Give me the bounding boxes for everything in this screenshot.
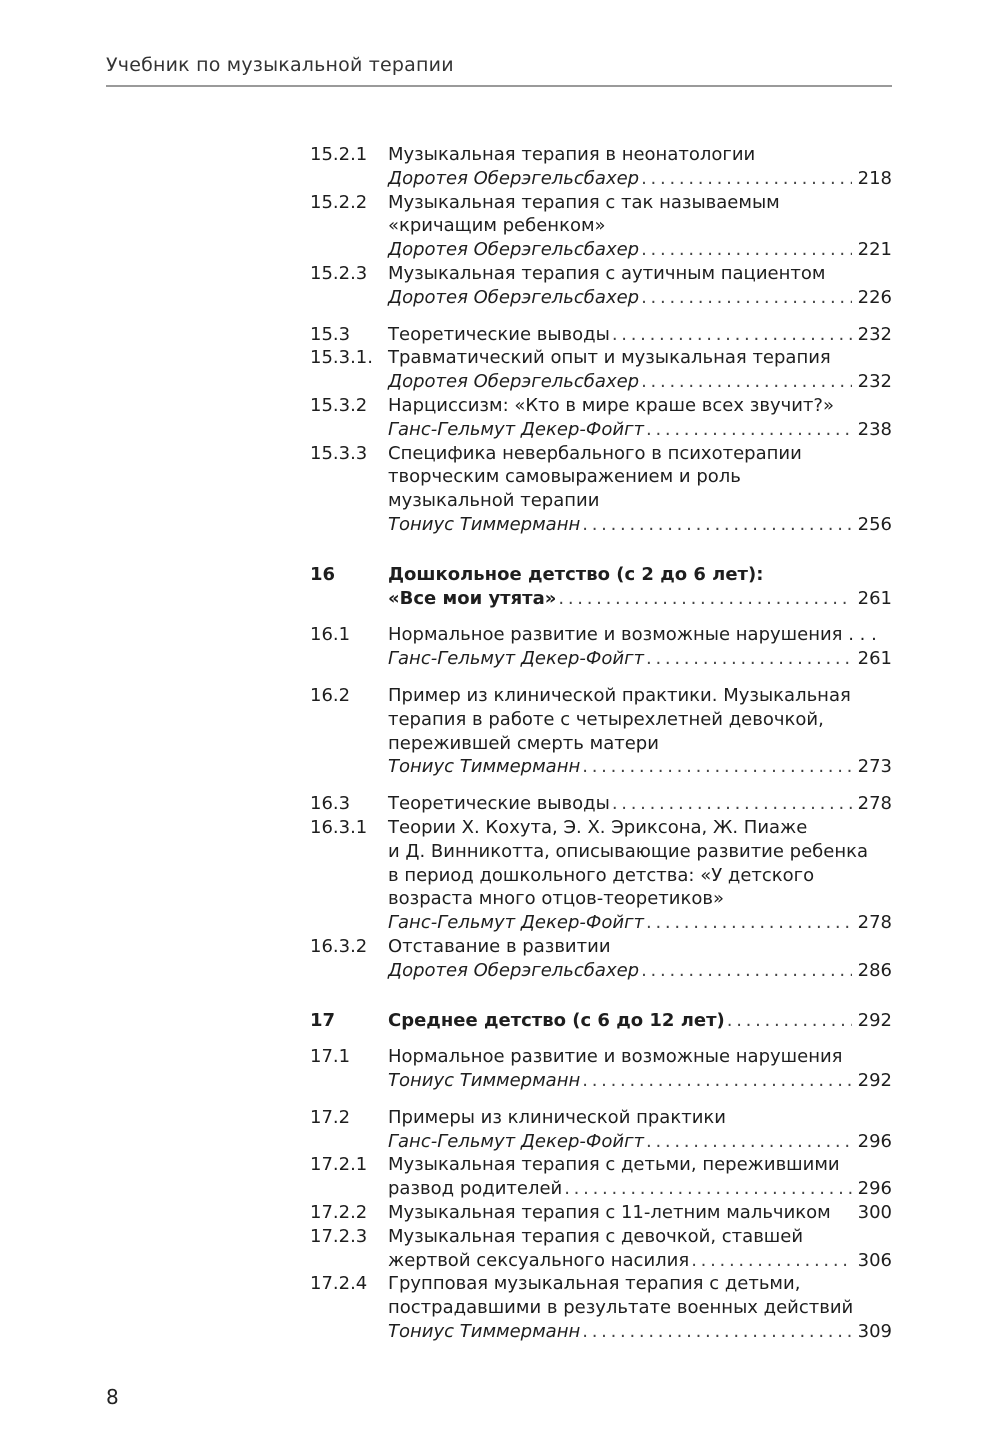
toc-entry-body (388, 394, 892, 442)
toc-entry-author: Ганс-Гельмут Декер-Фойгт (388, 1130, 645, 1152)
toc-page-number: 278 (857, 912, 892, 934)
toc-entry-body (388, 323, 892, 347)
toc-entry-title-line: Нормальное развитие и возможные нарушения . . . (388, 624, 877, 646)
dot-leader (727, 1009, 852, 1033)
toc-page-number: 218 (857, 167, 892, 189)
dot-leader (582, 755, 852, 779)
toc-entry[interactable] (310, 1009, 892, 1033)
toc-entry[interactable] (310, 442, 892, 537)
toc-entry-title-line: Среднее детство (с 6 до 12 лет) (388, 1009, 725, 1031)
toc-entry-title-line: Травматический опыт и музыкальная терапия (388, 347, 831, 369)
toc-entry-title-line: в период дошкольного детства: «У детского (388, 864, 815, 886)
toc-page-number: 296 (857, 1178, 892, 1200)
toc-page-number: 278 (857, 793, 892, 815)
toc-entry-title-line: Музыкальная терапия с так называемым (388, 191, 780, 213)
toc-entry-body (388, 442, 892, 537)
toc-page-number: 226 (857, 286, 892, 308)
toc-entry-number: 16.3.2 (310, 935, 368, 957)
toc-entry-title-line: Музыкальная терапия с детьми, пережившими (388, 1154, 840, 1176)
toc-entry-title-line: терапия в работе с четырехлетней девочкой, (388, 708, 824, 730)
table-of-contents (310, 143, 892, 1344)
toc-entry-number: 17.1 (310, 1046, 351, 1068)
toc-page-number: 296 (857, 1130, 892, 1152)
toc-entry[interactable] (310, 1106, 892, 1154)
toc-entry-number: 17.2 (310, 1106, 351, 1128)
toc-entry-title-line: Теории Х. Кохута, Э. Х. Эриксона, Ж. Пиаже (388, 816, 808, 838)
toc-entry-body (388, 1153, 892, 1201)
toc-entry-title-line: Музыкальная терапия с девочкой, ставшей (388, 1225, 804, 1247)
toc-entry-author: Тониус Тиммерманн (388, 1070, 581, 1092)
dot-leader (646, 418, 852, 442)
dot-leader (612, 323, 852, 347)
toc-entry-title-line: и Д. Винникотта, описывающие развитие ребенка (388, 840, 869, 862)
toc-entry[interactable] (310, 143, 892, 191)
toc-entry-number: 15.2.2 (310, 191, 368, 213)
toc-entry-body (388, 1225, 892, 1273)
toc-entry-title-line: Музыкальная терапия с 11-летним мальчиком (388, 1202, 831, 1224)
toc-entry-title-line: Дошкольное детство (с 2 до 6 лет): (388, 563, 764, 585)
toc-entry[interactable] (310, 816, 892, 935)
toc-entry[interactable] (310, 1225, 892, 1273)
header-rule (106, 85, 892, 87)
toc-entry-number: 16.2 (310, 684, 351, 706)
toc-entry-number: 16.1 (310, 624, 351, 646)
toc-page-number: 292 (857, 1070, 892, 1092)
toc-entry-title-line: развод родителей (388, 1178, 563, 1200)
toc-page-number: 232 (857, 371, 892, 393)
toc-entry-title-line: Теоретические выводы (388, 323, 610, 345)
toc-entry-number: 15.3 (310, 323, 351, 345)
toc-entry-author: Доротея Оберэгельсбахер (388, 167, 640, 189)
toc-entry-number: 15.3.3 (310, 442, 368, 464)
toc-entry-title-line: «Все мои утята» (388, 587, 557, 609)
toc-entry-body (388, 1045, 892, 1093)
toc-entry-body (388, 792, 892, 816)
toc-entry-number: 16 (310, 563, 336, 585)
toc-entry-title-line: пережившей смерть матери (388, 732, 659, 754)
toc-entry-author: Ганс-Гельмут Декер-Фойгт (388, 418, 645, 440)
toc-entry-author: Доротея Оберэгельсбахер (388, 239, 640, 261)
dot-leader (691, 1249, 852, 1273)
toc-entry-title-line: музыкальной терапии (388, 490, 600, 512)
toc-entry-body (388, 684, 892, 779)
toc-entry[interactable] (310, 563, 892, 611)
toc-entry-title-line: творческим самовыражением и роль (388, 466, 741, 488)
dot-leader (582, 1320, 852, 1344)
toc-entry[interactable] (310, 191, 892, 262)
toc-entry-number: 17.2.1 (310, 1154, 368, 1176)
toc-entry-body (388, 1272, 892, 1343)
toc-entry-title-line: Отставание в развитии (388, 935, 611, 957)
toc-entry-title-line: Нормальное развитие и возможные нарушения (388, 1046, 843, 1068)
toc-entry-title-line: Музыкальная терапия в неонатологии (388, 144, 756, 165)
toc-entry-author: Ганс-Гельмут Декер-Фойгт (388, 648, 645, 670)
toc-entry[interactable] (310, 792, 892, 816)
toc-entry-body (388, 1201, 892, 1225)
toc-entry-number: 17 (310, 1009, 336, 1031)
toc-entry-number: 15.3.2 (310, 394, 368, 416)
toc-entry-body (388, 1009, 892, 1033)
toc-entry-number: 15.2.1 (310, 144, 368, 165)
toc-page-number: 306 (857, 1249, 892, 1271)
toc-entry-number: 17.2.4 (310, 1273, 368, 1295)
dot-leader (641, 286, 852, 310)
toc-entry-title-line: «кричащим ребенком» (388, 215, 606, 237)
toc-entry-author: Доротея Оберэгельсбахер (388, 959, 640, 981)
toc-entry-author: Тониус Тиммерманн (388, 756, 581, 778)
toc-entry-number: 16.3.1 (310, 816, 368, 838)
dot-leader (558, 587, 852, 611)
toc-entry-title-line: Групповая музыкальная терапия с детьми, (388, 1273, 801, 1295)
toc-page-number: 273 (857, 756, 892, 778)
toc-entry-body (388, 1106, 892, 1154)
toc-page-number: 232 (857, 323, 892, 345)
toc-entry-number: 16.3 (310, 793, 351, 815)
toc-entry-title-line: пострадавшими в результате военных действий (388, 1297, 854, 1319)
toc-entry[interactable] (310, 684, 892, 779)
dot-leader (641, 238, 852, 262)
dot-leader (646, 647, 852, 671)
toc-entry[interactable] (310, 262, 892, 310)
toc-entry-body (388, 191, 892, 262)
toc-page-number: 300 (857, 1202, 892, 1224)
toc-entry-body (388, 143, 892, 191)
toc-entry[interactable] (310, 1201, 892, 1225)
running-head: Учебник по музыкальной терапии (106, 54, 454, 76)
toc-page-number: 256 (857, 513, 892, 535)
toc-entry-title-line: Теоретические выводы (388, 793, 610, 815)
toc-entry[interactable] (310, 935, 892, 983)
toc-page-number: 221 (857, 239, 892, 261)
toc-entry-author: Тониус Тиммерманн (388, 513, 581, 535)
dot-leader (641, 370, 852, 394)
dot-leader (612, 792, 852, 816)
dot-leader (646, 911, 852, 935)
toc-entry-title-line: Нарциссизм: «Кто в мире краше всех звучит?» (388, 394, 834, 416)
toc-entry[interactable] (310, 1272, 892, 1343)
toc-entry-number: 17.2.3 (310, 1225, 368, 1247)
dot-leader (641, 167, 852, 191)
toc-entry-title-line: возраста много отцов-теоретиков» (388, 888, 724, 910)
toc-entry-body (388, 346, 892, 394)
toc-entry-body (388, 262, 892, 310)
dot-leader (641, 959, 852, 983)
dot-leader (582, 513, 852, 537)
dot-leader (564, 1177, 852, 1201)
dot-leader (646, 1130, 852, 1154)
toc-entry-author: Доротея Оберэгельсбахер (388, 371, 640, 393)
toc-entry-number: 17.2.2 (310, 1202, 368, 1224)
toc-entry-body (388, 563, 892, 611)
toc-entry-body (388, 935, 892, 983)
toc-page-number: 261 (857, 587, 892, 609)
toc-entry-title-line: Музыкальная терапия с аутичным пациентом (388, 262, 826, 284)
dot-leader (582, 1069, 852, 1093)
toc-page-number: 309 (857, 1321, 892, 1343)
toc-page-number: 292 (857, 1009, 892, 1031)
toc-entry-number: 15.2.3 (310, 262, 368, 284)
toc-entry-title-line: Примеры из клинической практики (388, 1106, 726, 1128)
toc-entry-author: Доротея Оберэгельсбахер (388, 286, 640, 308)
toc-entry[interactable] (310, 394, 892, 442)
toc-page-number: 286 (857, 959, 892, 981)
toc-entry[interactable] (310, 1153, 892, 1201)
toc-entry-author: Ганс-Гельмут Декер-Фойгт (388, 912, 645, 934)
toc-entry-author: Тониус Тиммерманн (388, 1321, 581, 1343)
toc-entry[interactable] (310, 623, 892, 671)
toc-page-number: 261 (857, 648, 892, 670)
toc-entry[interactable] (310, 1045, 892, 1093)
toc-entry-number: 15.3.1. (310, 347, 373, 369)
toc-entry-title-line: Специфика невербального в психотерапии (388, 442, 802, 464)
toc-page-number: 238 (857, 418, 892, 440)
toc-entry-title-line: жертвой сексуального насилия (388, 1249, 690, 1271)
toc-entry[interactable] (310, 346, 892, 394)
toc-entry-body (388, 816, 892, 935)
page-number: 8 (106, 1385, 119, 1409)
toc-entry-body (388, 623, 892, 671)
toc-entry[interactable] (310, 323, 892, 347)
toc-entry-title-line: Пример из клинической практики. Музыкальная (388, 684, 851, 706)
